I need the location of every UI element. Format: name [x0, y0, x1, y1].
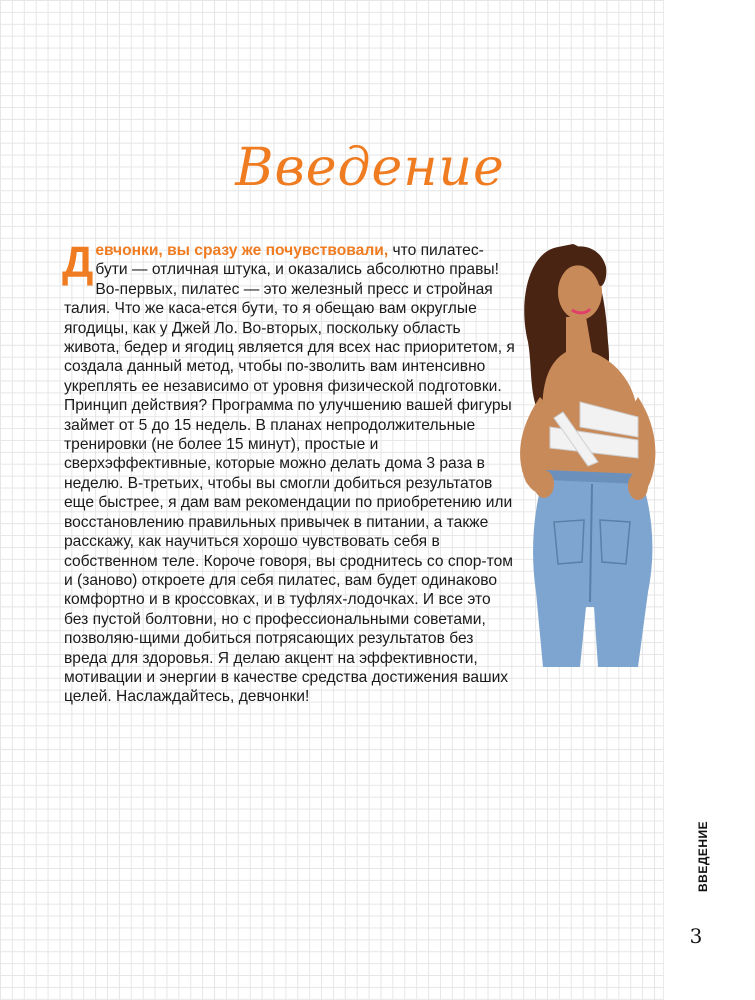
woman-illustration: [488, 222, 663, 667]
chapter-title: Введение: [235, 138, 505, 198]
page-number: 3: [689, 924, 703, 948]
lead-phrase: евчонки, вы сразу же почувствовали,: [95, 242, 389, 259]
body-paragraph: что пилатес-бути — отличная штука, и оказались абсолютно правы! Во-первых, пилатес — это железный пресс и стройная талия. Что же каса-ется бути, то я обещаю вам округлые ягодицы, как у Джей Ло. Во-вторых, поскольку область живота, бедер и ягодиц является для всех нас приоритетом, я создала данный метод, чтобы по-зволить вам интенсивно укреплять ее независимо от уровня физической подготовки. Принцип действия? Программа по улучшению вашей фигуры займет от 5 до 15 недель. В планах непродолжительные тренировки (не более 15 минут), простые и сверхэффективные, которые можно делать дома 3 раза в неделю. В-третьих, чтобы вы смогли добиться результатов еще быстрее, я дам вам рекомендации по приобретению или восстановлению правильных привычек в питании, а также расскажу, как научиться хорошо чувствовать себя в собственном теле. Короче говоря, вы сроднитесь со спор-том и (заново) откроете для себя пилатес, вам будет одинаково комфортно и в кроссовках, и в туфлях-лодочках. И все это без пустой болтовни, но с профессиональными советами, позволяю-щими добиться потрясающих результатов без вреда для здоровья. Я делаю акцент на эффективности, мотивации и энергии в качестве средства достижения ваших целей. Наслаждайтесь, девчонки!: [64, 242, 515, 706]
section-side-label: ВВЕДЕНИЕ: [696, 820, 710, 892]
drop-cap: Д: [62, 238, 94, 287]
intro-text: [62, 238, 516, 707]
